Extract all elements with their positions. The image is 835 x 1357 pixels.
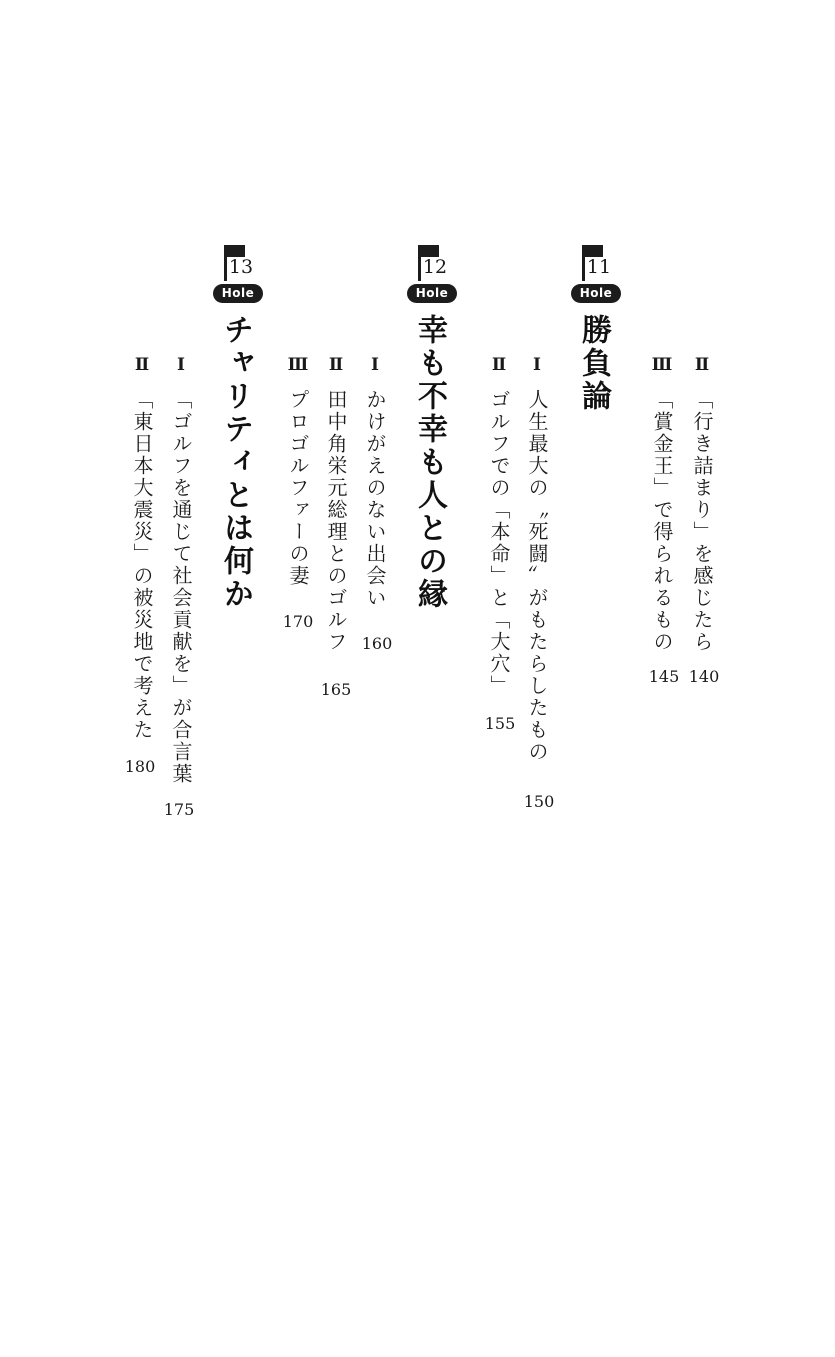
hole-label: Hole xyxy=(571,284,621,303)
chapter-title[interactable]: チャリティとは何か xyxy=(218,314,253,611)
hole-number: 12 xyxy=(422,256,448,278)
section-numeral: Ⅱ xyxy=(489,355,509,377)
section-title: 人生最大の〝死闘〟がもたらしたもの xyxy=(525,389,549,763)
hole-label: Hole xyxy=(407,284,457,303)
chapter-title[interactable]: 幸も不幸も人との縁 xyxy=(412,314,447,611)
toc-entry[interactable] xyxy=(285,355,311,587)
section-title: ゴルフでの「本命」と「大穴」 xyxy=(487,389,511,697)
page-number: 165 xyxy=(320,680,352,699)
hole-badge-12 xyxy=(404,243,464,309)
section-title: 「ゴルフを通じて社会貢献を」が合言葉 xyxy=(169,389,193,785)
toc-entry[interactable] xyxy=(168,355,194,785)
hole-badge-13 xyxy=(210,243,270,309)
page-number: 155 xyxy=(484,714,516,733)
toc-entry[interactable] xyxy=(524,355,550,763)
hole-number: 11 xyxy=(586,256,612,278)
hole-number: 13 xyxy=(228,256,254,278)
toc-entry[interactable] xyxy=(362,355,388,609)
toc-entry[interactable] xyxy=(486,355,512,697)
page-number: 140 xyxy=(688,667,720,686)
page-number: 175 xyxy=(163,800,195,819)
section-title: プロゴルファーの妻 xyxy=(286,389,310,587)
toc-entry[interactable] xyxy=(129,355,155,741)
section-title: 「行き詰まり」を感じたら xyxy=(690,389,714,653)
page-number: 160 xyxy=(361,634,393,653)
page-number: 150 xyxy=(523,792,555,811)
chapter-title[interactable]: 勝負論 xyxy=(576,314,611,413)
section-numeral: Ⅱ xyxy=(132,355,152,377)
section-title: 「東日本大震災」の被災地で考えた xyxy=(130,389,154,741)
section-numeral: Ⅰ xyxy=(365,355,385,377)
section-title: かけがえのない出会い xyxy=(363,389,387,609)
section-numeral: Ⅲ xyxy=(288,355,308,377)
hole-label: Hole xyxy=(213,284,263,303)
section-numeral: Ⅲ xyxy=(652,355,672,377)
page-number: 145 xyxy=(648,667,680,686)
hole-badge-11 xyxy=(568,243,628,309)
toc-entry[interactable] xyxy=(649,355,675,653)
toc-entry[interactable] xyxy=(323,355,349,653)
section-numeral: Ⅰ xyxy=(527,355,547,377)
section-numeral: Ⅱ xyxy=(326,355,346,377)
page-number: 180 xyxy=(124,757,156,776)
toc-entry[interactable] xyxy=(689,355,715,653)
section-title: 「賞金王」で得られるもの xyxy=(650,389,674,653)
section-numeral: Ⅰ xyxy=(171,355,191,377)
section-title: 田中角栄元総理とのゴルフ xyxy=(324,389,348,653)
section-numeral: Ⅱ xyxy=(692,355,712,377)
page-number: 170 xyxy=(282,612,314,631)
